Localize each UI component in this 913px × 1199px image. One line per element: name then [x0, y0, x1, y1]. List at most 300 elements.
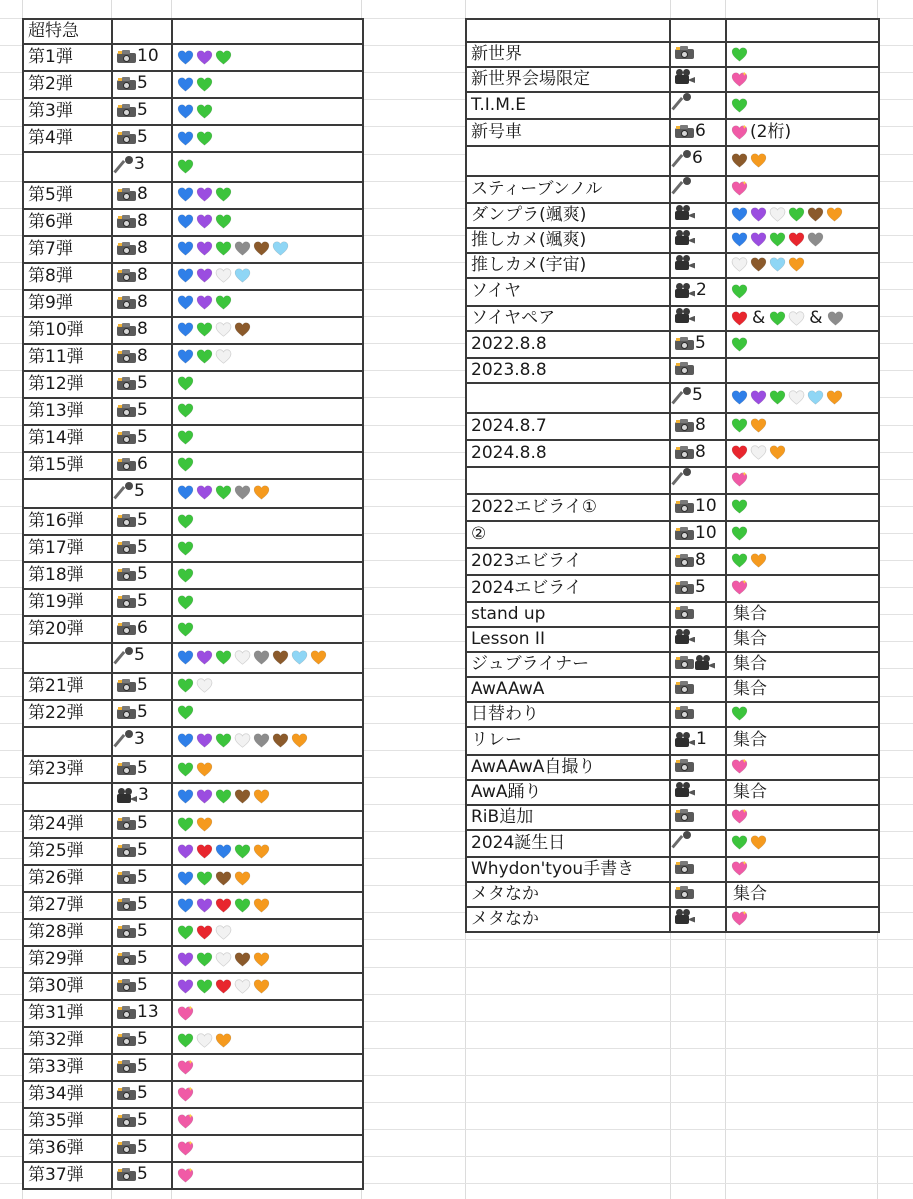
- row-label: T.I.M.E: [466, 92, 670, 119]
- media-count: 5: [695, 576, 706, 597]
- green-heart-icon: [731, 417, 748, 434]
- members-cell: [172, 371, 363, 398]
- camera-with-flash-icon: [117, 323, 136, 336]
- camera-with-flash-icon: [117, 1033, 136, 1046]
- media-count: 5: [137, 921, 148, 941]
- members-cell: [726, 467, 879, 494]
- empty-cell: [112, 19, 172, 44]
- camera-lens: [123, 984, 130, 991]
- pink-heart-icon: [177, 1059, 194, 1076]
- media-group: [675, 332, 706, 355]
- table-row: [23, 865, 363, 892]
- media-group: [675, 93, 692, 111]
- camera-lens: [123, 849, 130, 856]
- media-cell: [112, 317, 172, 344]
- camera-top: [122, 377, 130, 381]
- movie-camera-body: [675, 289, 689, 298]
- camera-flash: [676, 657, 680, 660]
- camera-top: [680, 809, 688, 813]
- camera-top: [122, 215, 130, 219]
- microphone-stick: [113, 734, 125, 747]
- orange-heart-icon: [826, 206, 843, 223]
- camera-top: [122, 679, 130, 683]
- green-heart-icon: [196, 321, 213, 338]
- brown-heart-icon: [253, 240, 270, 257]
- media-count: 8: [137, 264, 148, 285]
- media-group: [117, 291, 148, 314]
- camera-lens: [123, 822, 130, 829]
- media-count: 5: [137, 1056, 148, 1076]
- camera-flash: [118, 623, 122, 626]
- camera-top: [122, 514, 130, 518]
- table-row: [23, 508, 363, 535]
- orange-heart-icon: [234, 870, 251, 887]
- media-count: 5: [137, 426, 148, 447]
- camera-top: [122, 925, 130, 929]
- camera-with-flash-icon: [117, 595, 136, 608]
- media-cell: [670, 627, 726, 652]
- green-heart-icon: [234, 843, 251, 860]
- camera-flash: [676, 760, 680, 763]
- heart-group: [177, 761, 213, 778]
- table-row: [23, 209, 363, 236]
- members-cell: [172, 562, 363, 589]
- pink-heart-icon: [731, 579, 748, 596]
- media-cell: [112, 425, 172, 452]
- green-heart-icon: [215, 186, 232, 203]
- media-cell: [112, 398, 172, 425]
- members-cell: [726, 521, 879, 548]
- microphone-icon: [117, 156, 133, 174]
- media-cell: [112, 1162, 172, 1189]
- heart-group: [731, 46, 748, 63]
- members-cell: [726, 780, 879, 805]
- movie-camera-icon: [675, 283, 695, 298]
- microphone-head: [683, 468, 691, 476]
- camera-with-flash-icon: [117, 1087, 136, 1100]
- media-group: [117, 126, 148, 149]
- camera-flash: [118, 1088, 122, 1091]
- heart-group: [177, 103, 213, 120]
- camera-lens: [123, 903, 130, 910]
- table-row: [23, 344, 363, 371]
- camera-flash: [118, 515, 122, 518]
- movie-camera-body: [675, 211, 689, 220]
- right-table: [465, 18, 880, 933]
- brown-heart-icon: [234, 788, 251, 805]
- heart-group: [177, 924, 232, 941]
- media-group: [117, 1028, 148, 1051]
- white-heart-icon: [215, 267, 232, 284]
- camera-flash: [118, 953, 122, 956]
- heart-group: [731, 97, 748, 114]
- purple-heart-icon: [196, 213, 213, 230]
- media-count: 5: [137, 701, 148, 722]
- table-row: [466, 627, 879, 652]
- row-label: 第26弾: [23, 865, 112, 892]
- brown-heart-icon: [272, 649, 289, 666]
- camera-with-flash-icon: [675, 656, 694, 669]
- members-cell: [726, 907, 879, 932]
- camera-flash: [118, 1061, 122, 1064]
- camera-top: [122, 296, 130, 300]
- row-label: 第27弾: [23, 892, 112, 919]
- movie-camera-icon: [675, 308, 695, 323]
- camera-flash: [118, 378, 122, 381]
- heart-group: [177, 1113, 194, 1130]
- media-group: [675, 120, 706, 143]
- movie-camera-icon: [117, 788, 137, 803]
- camera-flash: [118, 351, 122, 354]
- members-cell: [726, 857, 879, 882]
- row-label: RiB追加: [466, 805, 670, 830]
- media-cell: [112, 973, 172, 1000]
- media-count: 5: [137, 372, 148, 393]
- green-heart-icon: [196, 130, 213, 147]
- row-label: 第35弾: [23, 1108, 112, 1135]
- heart-group: [177, 540, 194, 557]
- media-cell: [112, 892, 172, 919]
- camera-flash: [118, 189, 122, 192]
- row-label: [23, 152, 112, 182]
- media-cell: [112, 182, 172, 209]
- heart-group: [731, 417, 767, 434]
- empty-cell: [466, 19, 670, 42]
- green-heart-icon: [731, 283, 748, 300]
- camera-lens: [123, 328, 130, 335]
- red-heart-icon: [731, 310, 748, 327]
- camera-top: [122, 131, 130, 135]
- table-row: [23, 98, 363, 125]
- table-row: [23, 811, 363, 838]
- table-row: [466, 358, 879, 383]
- media-group: [675, 909, 696, 924]
- movie-camera-icon: [675, 230, 695, 245]
- row-label: メタなか: [466, 907, 670, 932]
- camera-with-flash-icon: [117, 1114, 136, 1127]
- members-cell: [172, 1054, 363, 1081]
- row-label: ソイヤペア: [466, 306, 670, 332]
- pink-heart-icon: [731, 71, 748, 88]
- orange-heart-icon: [253, 951, 270, 968]
- media-cell: [112, 1108, 172, 1135]
- camera-with-flash-icon: [117, 898, 136, 911]
- row-label: 第3弾: [23, 98, 112, 125]
- heart-group: [177, 375, 194, 392]
- media-group: [675, 205, 696, 220]
- row-label: 第4弾: [23, 125, 112, 152]
- table-row: [23, 236, 363, 263]
- media-group: [675, 362, 695, 375]
- green-heart-icon: [177, 402, 194, 419]
- table-row: [466, 575, 879, 602]
- white-heart-icon: [215, 924, 232, 941]
- microphone-icon: [117, 730, 133, 748]
- microphone-icon: [675, 177, 691, 195]
- movie-camera-icon: [675, 782, 695, 797]
- media-cell: [112, 209, 172, 236]
- camera-flash: [118, 243, 122, 246]
- blue-heart-icon: [177, 240, 194, 257]
- table-row: [466, 548, 879, 575]
- camera-flash: [118, 542, 122, 545]
- media-group: [117, 1055, 148, 1078]
- pink-heart-icon: [177, 1086, 194, 1103]
- row-label: Lesson II: [466, 627, 670, 652]
- green-heart-icon: [177, 761, 194, 778]
- heart-group: [177, 870, 251, 887]
- media-group: [675, 629, 696, 644]
- row-label: AwA踊り: [466, 780, 670, 805]
- camera-with-flash-icon: [675, 446, 694, 459]
- orange-heart-icon: [750, 834, 767, 851]
- media-count: 5: [137, 975, 148, 995]
- camera-top: [122, 541, 130, 545]
- media-group: [675, 522, 717, 545]
- movie-camera-lens: [689, 213, 695, 219]
- row-label: ジュブライナー: [466, 652, 670, 677]
- camera-top: [122, 1114, 130, 1118]
- table-row: [466, 253, 879, 278]
- camera-top: [122, 1006, 130, 1010]
- heart-group: [177, 267, 251, 284]
- blue-heart-icon: [177, 788, 194, 805]
- pink-heart-icon: [177, 1167, 194, 1184]
- camera-lens: [681, 866, 688, 873]
- members-cell: [726, 548, 879, 575]
- camera-lens: [123, 1065, 130, 1072]
- camera-top: [122, 871, 130, 875]
- media-group: [675, 576, 706, 599]
- orange-heart-icon: [750, 152, 767, 169]
- media-cell: [112, 125, 172, 152]
- camera-with-flash-icon: [117, 706, 136, 719]
- note-text: 集合: [733, 730, 767, 750]
- green-heart-icon: [731, 336, 748, 353]
- heart-group: [177, 1005, 194, 1022]
- media-group: [117, 264, 148, 287]
- row-label: 2023エビライ: [466, 548, 670, 575]
- members-cell: [726, 383, 879, 413]
- green-heart-icon: [234, 897, 251, 914]
- camera-lens: [123, 519, 130, 526]
- media-group: [117, 399, 148, 422]
- green-heart-icon: [731, 97, 748, 114]
- movie-camera-body: [117, 794, 131, 803]
- orange-heart-icon: [253, 484, 270, 501]
- media-group: [675, 308, 696, 323]
- microphone-stick: [113, 651, 125, 664]
- gray-heart-icon: [827, 310, 844, 327]
- row-label: 第12弾: [23, 371, 112, 398]
- table-row: [466, 494, 879, 521]
- camera-lens: [681, 505, 688, 512]
- brown-heart-icon: [234, 321, 251, 338]
- media-group: [117, 617, 148, 640]
- table-row: [466, 907, 879, 932]
- table-row: [466, 780, 879, 805]
- media-cell: [670, 42, 726, 67]
- camera-with-flash-icon: [117, 817, 136, 830]
- camera-lens: [123, 600, 130, 607]
- media-cell: [670, 907, 726, 932]
- media-cell: [670, 203, 726, 228]
- camera-top: [122, 1168, 130, 1172]
- media-group: [117, 183, 148, 206]
- media-group: [117, 453, 148, 476]
- media-cell: [670, 146, 726, 176]
- media-group: [675, 861, 695, 874]
- media-group: [117, 590, 148, 613]
- camera-flash: [676, 126, 680, 129]
- members-cell: [172, 1081, 363, 1108]
- camera-with-flash-icon: [117, 431, 136, 444]
- camera-top: [122, 104, 130, 108]
- camera-lens: [123, 1038, 130, 1045]
- media-cell: [112, 616, 172, 643]
- row-label: ダンプラ(颯爽): [466, 203, 670, 228]
- members-cell: [726, 805, 879, 830]
- blue-heart-icon: [177, 870, 194, 887]
- table-row: [23, 479, 363, 509]
- media-cell: [112, 71, 172, 98]
- note-text: (2桁): [750, 122, 792, 142]
- camera-flash: [118, 297, 122, 300]
- table-row: [466, 203, 879, 228]
- heart-group: [731, 552, 767, 569]
- camera-top: [680, 581, 688, 585]
- camera-lens: [681, 130, 688, 137]
- green-heart-icon: [177, 158, 194, 175]
- members-cell: [172, 98, 363, 125]
- table-row: [466, 805, 879, 830]
- white-heart-icon: [788, 389, 805, 406]
- camera-with-flash-icon: [117, 844, 136, 857]
- microphone-icon: [675, 468, 691, 486]
- orange-heart-icon: [291, 732, 308, 749]
- media-group: [675, 809, 695, 822]
- media-cell: [670, 331, 726, 358]
- media-group: [117, 45, 159, 68]
- media-cell: [670, 413, 726, 440]
- row-label: 2022.8.8: [466, 331, 670, 358]
- green-heart-icon: [177, 375, 194, 392]
- members-cell: [172, 452, 363, 479]
- media-count: 5: [137, 564, 148, 584]
- pink-heart-icon: [731, 860, 748, 877]
- table-row: [466, 521, 879, 548]
- pink-heart-icon: [177, 1140, 194, 1157]
- table-row: [23, 263, 363, 290]
- row-label: 新号車: [466, 119, 670, 146]
- blue-heart-icon: [177, 321, 194, 338]
- media-count: 10: [137, 46, 159, 66]
- camera-with-flash-icon: [117, 104, 136, 117]
- camera-top: [680, 759, 688, 763]
- heart-group: [177, 843, 270, 860]
- members-cell: [726, 253, 879, 278]
- brown-heart-icon: [807, 206, 824, 223]
- camera-with-flash-icon: [675, 527, 694, 540]
- camera-top: [122, 1141, 130, 1145]
- media-cell: [112, 756, 172, 783]
- media-count: 5: [137, 100, 148, 120]
- gray-heart-icon: [253, 649, 270, 666]
- row-label: 第23弾: [23, 756, 112, 783]
- members-cell: [726, 228, 879, 253]
- movie-camera-body: [675, 236, 689, 245]
- heart-group: [177, 429, 194, 446]
- row-label: AwAAwA自撮り: [466, 755, 670, 780]
- camera-lens: [123, 627, 130, 634]
- members-cell: [726, 92, 879, 119]
- microphone-icon: [675, 93, 691, 111]
- camera-lens: [123, 247, 130, 254]
- heart-group: [177, 213, 232, 230]
- table-row: [23, 290, 363, 317]
- media-cell: [112, 479, 172, 509]
- row-label: 第34弾: [23, 1081, 112, 1108]
- camera-with-flash-icon: [117, 1006, 136, 1019]
- camera-with-flash-icon: [117, 215, 136, 228]
- camera-lens: [681, 814, 688, 821]
- heart-group: [731, 808, 748, 825]
- camera-lens: [681, 611, 688, 618]
- row-label: 第29弾: [23, 946, 112, 973]
- camera-flash: [118, 680, 122, 683]
- members-cell: [172, 673, 363, 700]
- heart-group: [177, 484, 270, 501]
- camera-flash: [118, 899, 122, 902]
- media-group: [675, 655, 716, 670]
- media-group: [675, 441, 706, 464]
- media-cell: [112, 727, 172, 757]
- media-cell: [112, 643, 172, 673]
- camera-flash: [118, 270, 122, 273]
- blue-heart-icon: [177, 348, 194, 365]
- media-group: [675, 230, 696, 245]
- movie-camera-lens: [131, 796, 137, 802]
- camera-lens: [681, 711, 688, 718]
- media-group: [117, 345, 148, 368]
- members-cell: [172, 344, 363, 371]
- row-label: 2024.8.7: [466, 413, 670, 440]
- table-row: [466, 882, 879, 907]
- table-row: [23, 125, 363, 152]
- camera-lens: [123, 436, 130, 443]
- camera-with-flash-icon: [117, 568, 136, 581]
- media-group: [117, 644, 145, 667]
- white-heart-icon: [769, 206, 786, 223]
- media-count: 5: [137, 1137, 148, 1157]
- movie-camera-body: [695, 661, 709, 670]
- camera-lens: [681, 342, 688, 349]
- media-cell: [112, 1027, 172, 1054]
- movie-camera-body: [675, 314, 689, 323]
- movie-camera-lens: [689, 238, 695, 244]
- camera-lens: [681, 764, 688, 771]
- heart-group: [731, 124, 748, 141]
- table-row: [23, 152, 363, 182]
- camera-with-flash-icon: [117, 50, 136, 63]
- camera-lens: [123, 82, 130, 89]
- table-row: [466, 306, 879, 332]
- media-count: 5: [137, 537, 148, 557]
- pink-heart-icon: [731, 180, 748, 197]
- media-count: 5: [137, 674, 148, 695]
- microphone-stick: [671, 472, 683, 485]
- microphone-head: [683, 177, 691, 185]
